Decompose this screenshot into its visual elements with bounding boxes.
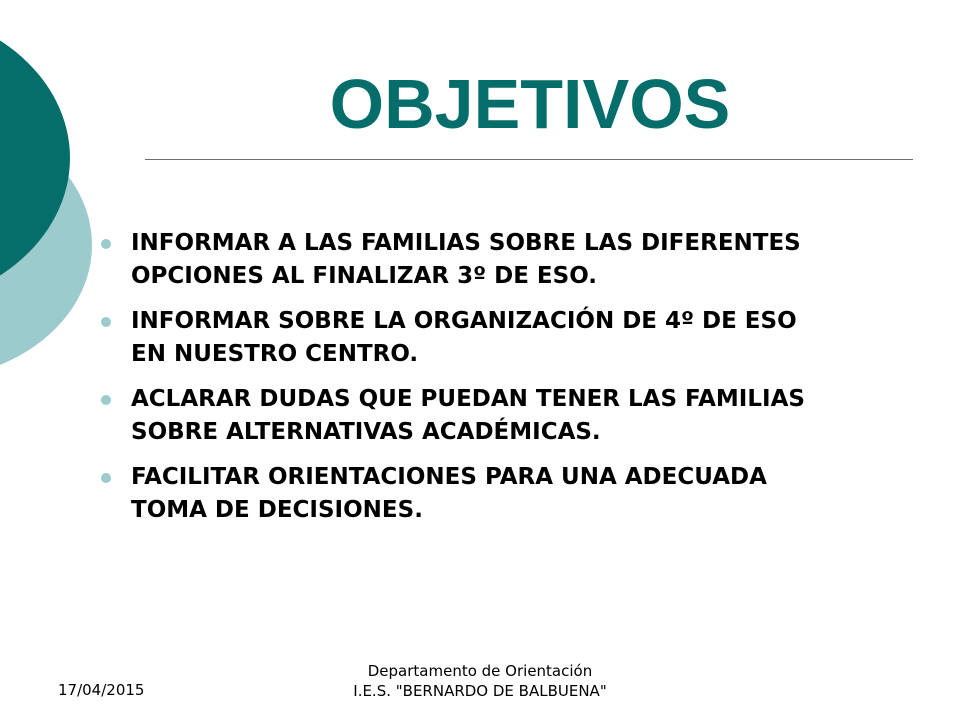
objective-line: EN NUESTRO CENTRO.	[131, 341, 419, 367]
footer-department	[280, 661, 680, 701]
slide-title: OBJETIVOS	[329, 65, 731, 143]
objective-line: SOBRE ALTERNATIVAS ACADÉMICAS.	[131, 419, 601, 445]
footer-date: 17/04/2015	[58, 681, 145, 699]
objective-item	[100, 305, 930, 371]
objective-item	[100, 461, 930, 527]
title-divider	[145, 159, 913, 160]
objective-item	[100, 227, 930, 293]
objective-line: ACLARAR DUDAS QUE PUEDAN TENER LAS FAMILIAS	[131, 386, 805, 412]
footer-school-name: I.E.S. "BERNARDO DE BALBUENA"	[353, 682, 607, 700]
objective-line: OPCIONES AL FINALIZAR 3º DE ESO.	[131, 263, 597, 289]
objective-line: INFORMAR SOBRE LA ORGANIZACIÓN DE 4º DE ESO	[131, 308, 797, 334]
bullet-dot-icon	[101, 473, 111, 483]
bullet-dot-icon	[101, 395, 111, 405]
objectives-list	[100, 227, 930, 539]
objective-line: INFORMAR A LAS FAMILIAS SOBRE LAS DIFERENTES	[131, 230, 801, 256]
footer-department-name: Departamento de Orientación	[367, 662, 593, 680]
objective-line: TOMA DE DECISIONES.	[131, 497, 423, 523]
bullet-dot-icon	[101, 239, 111, 249]
objective-item	[100, 383, 930, 449]
bullet-dot-icon	[101, 317, 111, 327]
objective-line: FACILITAR ORIENTACIONES PARA UNA ADECUADA	[131, 464, 767, 490]
